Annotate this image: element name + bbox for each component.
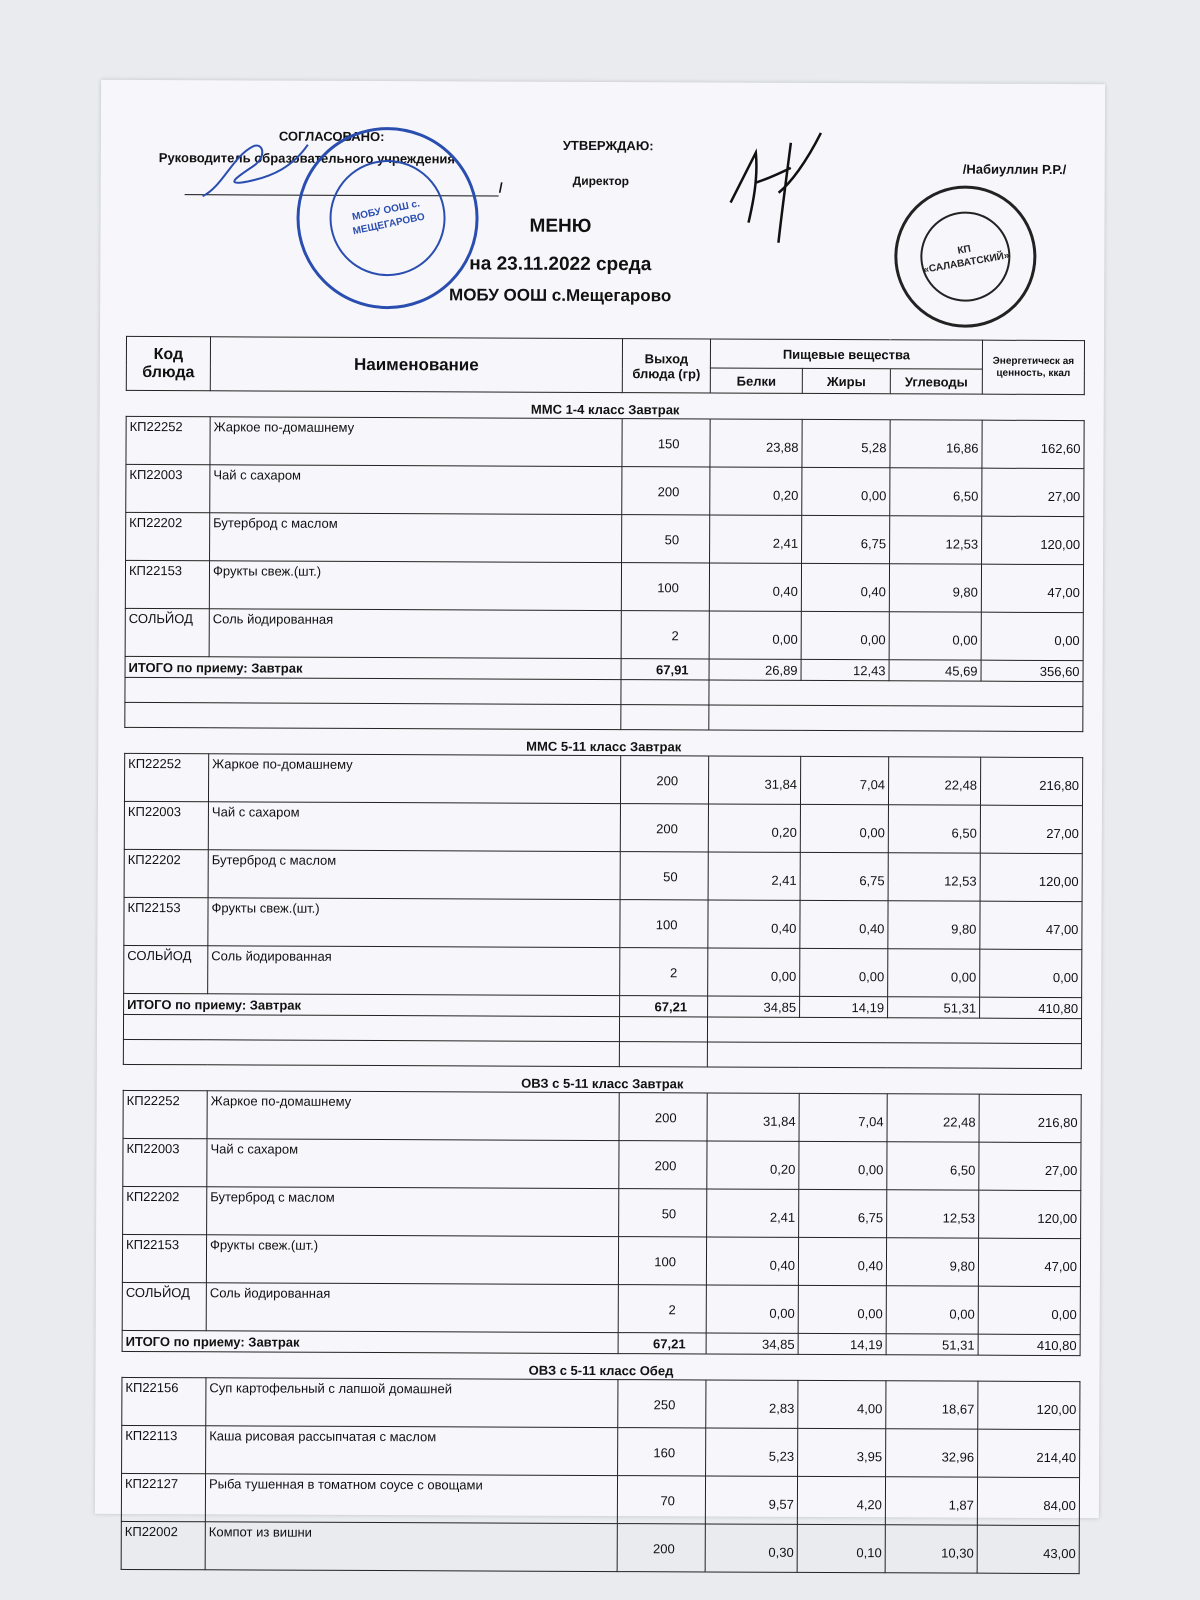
cell-fat: 0,00 <box>802 467 890 515</box>
cell-name: Фрукты свеж.(шт.) <box>208 898 620 948</box>
approved-label: СОГЛАСОВАНО: <box>278 128 385 145</box>
cell-fat: 5,28 <box>802 419 890 467</box>
cell-code: КП22156 <box>122 1377 206 1425</box>
cell-energy: 47,00 <box>981 564 1083 612</box>
cell-output: 50 <box>620 852 708 900</box>
col-name-header: Наименование <box>210 337 622 393</box>
total-fat: 14,19 <box>800 996 888 1017</box>
cell-carbs: 9,80 <box>889 564 981 612</box>
cell-carbs: 6,50 <box>888 805 980 853</box>
cell-protein: 23,88 <box>710 419 802 467</box>
cell-name: Чай с сахаром <box>208 802 620 852</box>
confirm-label: УТВЕРЖДАЮ: <box>562 137 654 154</box>
cell-fat: 0,00 <box>800 948 888 996</box>
menu-table <box>121 336 1085 1574</box>
total-carbs: 45,69 <box>889 660 981 681</box>
table-row <box>121 1521 1079 1573</box>
cell-energy: 43,00 <box>977 1525 1079 1573</box>
school-name: МОБУ ООШ с.Мещегарово <box>449 285 672 306</box>
total-label: ИТОГО по приему: Завтрак <box>125 656 621 679</box>
total-carbs: 51,31 <box>888 997 980 1018</box>
cell-energy: 120,00 <box>980 853 1082 901</box>
cell-energy: 47,00 <box>980 901 1082 949</box>
cell-fat: 0,00 <box>798 1285 886 1333</box>
cell-protein: 2,41 <box>708 852 800 900</box>
cell-name: Бутерброд с маслом <box>208 850 620 900</box>
cell-code: КП22127 <box>121 1473 205 1521</box>
cell-name: Бутерброд с маслом <box>210 513 622 563</box>
cell-code: КП22202 <box>124 849 208 897</box>
total-carbs: 51,31 <box>886 1334 978 1355</box>
blank-cell <box>123 1039 619 1066</box>
cell-carbs: 0,00 <box>888 949 980 997</box>
blank-cell <box>621 705 709 730</box>
cell-energy: 216,80 <box>980 757 1082 805</box>
cell-protein: 0,00 <box>706 1285 798 1333</box>
menu-table-body <box>121 390 1084 1573</box>
cell-protein: 0,00 <box>708 948 800 996</box>
cell-carbs: 9,80 <box>888 901 980 949</box>
cell-carbs: 16,86 <box>890 420 982 468</box>
cell-name: Фрукты свеж.(шт.) <box>209 561 621 611</box>
cell-name: Жаркое по-домашнему <box>210 417 622 467</box>
total-fat: 14,19 <box>798 1333 886 1354</box>
cell-output: 100 <box>618 1237 706 1285</box>
table-row <box>122 1377 1080 1429</box>
table-row <box>121 1473 1079 1525</box>
table-row <box>124 945 1082 997</box>
cell-name: Каша рисовая рассыпчатая с маслом <box>206 1426 618 1476</box>
cell-fat: 0,40 <box>800 900 888 948</box>
cell-carbs: 18,67 <box>886 1381 978 1429</box>
cell-protein: 0,20 <box>708 804 800 852</box>
table-row <box>124 897 1082 949</box>
blank-cell <box>707 1042 1081 1069</box>
cell-energy: 120,00 <box>978 1381 1080 1429</box>
cell-protein: 0,30 <box>705 1524 797 1572</box>
cell-fat: 7,04 <box>799 1093 887 1141</box>
cell-carbs: 12,53 <box>887 1190 979 1238</box>
cell-name: Компот из вишни <box>205 1522 617 1572</box>
cell-protein: 31,84 <box>708 756 800 804</box>
col-fat-header: Жиры <box>802 368 890 393</box>
cell-fat: 4,00 <box>798 1380 886 1428</box>
cell-code: СОЛЬЙОД <box>124 945 208 993</box>
cell-code: КП22002 <box>121 1521 205 1569</box>
col-carbs-header: Углеводы <box>890 369 982 394</box>
table-row <box>122 1234 1080 1286</box>
table-row <box>126 512 1084 564</box>
cell-protein: 0,40 <box>706 1237 798 1285</box>
blank-cell <box>709 705 1083 732</box>
cell-fat: 6,75 <box>802 515 890 563</box>
director-name: /Набиуллин Р.Р./ <box>962 161 1067 178</box>
cell-name: Рыба тушенная в томатном соусе с овощами <box>205 1474 617 1524</box>
cell-output: 160 <box>618 1428 706 1476</box>
handwritten-signature-right <box>720 123 831 253</box>
table-row <box>125 608 1083 660</box>
cell-output: 100 <box>621 563 709 611</box>
total-output: 67,21 <box>618 1333 706 1354</box>
institution-stamp-text: МОБУ ООШ с. МЕЩЕГАРОВО <box>319 149 456 286</box>
table-row <box>123 1090 1081 1142</box>
cell-name: Суп картофельный с лапшой домашней <box>206 1378 618 1428</box>
cell-name: Чай с сахаром <box>210 465 622 515</box>
cell-energy: 120,00 <box>982 516 1084 564</box>
cell-output: 2 <box>620 948 708 996</box>
table-row <box>126 416 1084 468</box>
blank-cell <box>125 677 621 704</box>
table-row <box>123 1186 1081 1238</box>
cell-fat: 3,95 <box>798 1428 886 1476</box>
supplier-stamp-text: КП «САЛАВАТСКИЙ» <box>913 205 1017 309</box>
section-title: ММС 5-11 класс Завтрак <box>526 738 682 755</box>
total-fat: 12,43 <box>801 659 889 680</box>
cell-output: 250 <box>618 1380 706 1428</box>
cell-output: 200 <box>622 467 710 515</box>
table-row <box>126 464 1084 516</box>
cell-output: 200 <box>620 756 708 804</box>
cell-energy: 214,40 <box>978 1429 1080 1477</box>
total-output: 67,91 <box>621 659 709 680</box>
cell-protein: 9,57 <box>705 1476 797 1524</box>
cell-energy: 27,00 <box>980 805 1082 853</box>
director-label: Директор <box>572 173 630 189</box>
signature-line-slash: / <box>498 179 503 196</box>
col-nutrients-header: Пищевые вещества <box>710 339 982 369</box>
cell-name: Соль йодированная <box>209 609 621 659</box>
cell-carbs: 32,96 <box>886 1429 978 1477</box>
cell-carbs: 6,50 <box>890 468 982 516</box>
total-label: ИТОГО по приему: Завтрак <box>122 1330 618 1353</box>
cell-protein: 0,20 <box>710 467 802 515</box>
blank-cell <box>709 680 1083 707</box>
total-output: 67,21 <box>620 996 708 1017</box>
cell-energy: 27,00 <box>982 468 1084 516</box>
cell-energy: 27,00 <box>979 1142 1081 1190</box>
cell-fat: 0,40 <box>798 1237 886 1285</box>
cell-energy: 0,00 <box>978 1286 1080 1334</box>
cell-code: КП22153 <box>124 897 208 945</box>
cell-code: КП22003 <box>123 1138 207 1186</box>
cell-name: Жаркое по-домашнему <box>207 1091 619 1141</box>
cell-output: 200 <box>619 1093 707 1141</box>
col-code-header: Код блюда <box>126 336 210 390</box>
table-row <box>124 849 1082 901</box>
blank-cell <box>619 1017 707 1042</box>
cell-carbs: 0,00 <box>886 1286 978 1334</box>
supplier-stamp <box>894 185 1037 328</box>
table-row <box>122 1425 1080 1477</box>
cell-code: КП22252 <box>126 416 210 464</box>
cell-output: 200 <box>619 1141 707 1189</box>
total-energy: 410,80 <box>980 997 1082 1018</box>
table-row <box>125 560 1083 612</box>
cell-protein: 31,84 <box>707 1093 799 1141</box>
cell-output: 100 <box>620 900 708 948</box>
col-protein-header: Белки <box>710 368 802 393</box>
cell-output: 2 <box>618 1285 706 1333</box>
cell-output: 50 <box>619 1189 707 1237</box>
cell-code: КП22003 <box>126 464 210 512</box>
table-row <box>122 1282 1080 1334</box>
cell-carbs: 12,53 <box>890 516 982 564</box>
cell-protein: 2,83 <box>706 1380 798 1428</box>
document-sheet <box>95 80 1105 1562</box>
cell-name: Бутерброд с маслом <box>207 1187 619 1237</box>
cell-energy: 120,00 <box>979 1190 1081 1238</box>
blank-cell <box>125 702 621 729</box>
cell-protein: 0,20 <box>707 1141 799 1189</box>
menu-title: МЕНЮ <box>529 215 592 237</box>
cell-protein: 5,23 <box>706 1428 798 1476</box>
cell-name: Соль йодированная <box>208 946 620 996</box>
cell-energy: 0,00 <box>980 949 1082 997</box>
total-protein: 26,89 <box>709 659 801 680</box>
cell-fat: 7,04 <box>800 756 888 804</box>
cell-protein: 0,00 <box>709 611 801 659</box>
cell-output: 2 <box>621 611 709 659</box>
cell-output: 70 <box>617 1476 705 1524</box>
cell-carbs: 9,80 <box>886 1238 978 1286</box>
cell-code: КП22202 <box>123 1186 207 1234</box>
table-row <box>124 801 1082 853</box>
cell-code: СОЛЬЙОД <box>122 1282 206 1330</box>
cell-energy: 0,00 <box>981 612 1083 660</box>
cell-energy: 47,00 <box>978 1238 1080 1286</box>
blank-cell <box>123 1014 619 1041</box>
cell-output: 200 <box>617 1524 705 1572</box>
cell-protein: 0,40 <box>709 563 801 611</box>
cell-fat: 0,10 <box>797 1524 885 1572</box>
cell-code: КП22252 <box>123 1090 207 1138</box>
cell-fat: 0,00 <box>801 611 889 659</box>
cell-name: Соль йодированная <box>206 1283 618 1333</box>
cell-output: 50 <box>622 515 710 563</box>
handwritten-signature-left <box>193 136 313 207</box>
cell-code: СОЛЬЙОД <box>125 608 209 656</box>
cell-fat: 0,40 <box>801 563 889 611</box>
cell-output: 200 <box>620 804 708 852</box>
cell-carbs: 12,53 <box>888 853 980 901</box>
section-title: ОВЗ с 5-11 класс Завтрак <box>521 1075 684 1092</box>
section-title: ОВЗ с 5-11 класс Обед <box>528 1362 674 1379</box>
cell-code: КП22113 <box>122 1425 206 1473</box>
cell-code: КП22153 <box>122 1234 206 1282</box>
total-label: ИТОГО по приему: Завтрак <box>124 993 620 1016</box>
section-title: ММС 1-4 класс Завтрак <box>530 401 680 418</box>
total-protein: 34,85 <box>708 996 800 1017</box>
cell-energy: 216,80 <box>979 1094 1081 1142</box>
cell-protein: 0,40 <box>708 900 800 948</box>
table-row <box>124 753 1082 805</box>
menu-date: на 23.11.2022 среда <box>469 253 652 276</box>
cell-energy: 84,00 <box>977 1477 1079 1525</box>
cell-code: КП22202 <box>126 512 210 560</box>
cell-energy: 162,60 <box>982 420 1084 468</box>
cell-carbs: 10,30 <box>885 1525 977 1573</box>
cell-name: Жаркое по-домашнему <box>208 754 620 804</box>
table-row <box>123 1138 1081 1190</box>
total-protein: 34,85 <box>706 1333 798 1354</box>
blank-cell <box>619 1042 707 1067</box>
cell-code: КП22003 <box>124 801 208 849</box>
cell-fat: 6,75 <box>800 852 888 900</box>
total-energy: 410,80 <box>978 1334 1080 1355</box>
total-energy: 356,60 <box>981 660 1083 681</box>
cell-carbs: 1,87 <box>885 1477 977 1525</box>
blank-cell <box>621 680 709 705</box>
col-output-header: Выход блюда (гр) <box>622 339 710 393</box>
cell-fat: 0,00 <box>799 1141 887 1189</box>
col-energy-header: Энергетическ ая ценность, ккал <box>982 340 1084 394</box>
cell-carbs: 22,48 <box>888 757 980 805</box>
cell-fat: 6,75 <box>799 1189 887 1237</box>
cell-fat: 4,20 <box>797 1476 885 1524</box>
cell-output: 150 <box>622 419 710 467</box>
cell-protein: 2,41 <box>707 1189 799 1237</box>
cell-code: КП22153 <box>125 560 209 608</box>
cell-carbs: 6,50 <box>887 1142 979 1190</box>
cell-name: Фрукты свеж.(шт.) <box>206 1235 618 1285</box>
blank-cell <box>707 1017 1081 1044</box>
cell-protein: 2,41 <box>710 515 802 563</box>
cell-fat: 0,00 <box>800 804 888 852</box>
head-of-institution-label: Руководитель образовательного учреждения <box>158 150 456 167</box>
cell-carbs: 0,00 <box>889 612 981 660</box>
cell-carbs: 22,48 <box>887 1094 979 1142</box>
cell-code: КП22252 <box>124 753 208 801</box>
cell-name: Чай с сахаром <box>207 1139 619 1189</box>
